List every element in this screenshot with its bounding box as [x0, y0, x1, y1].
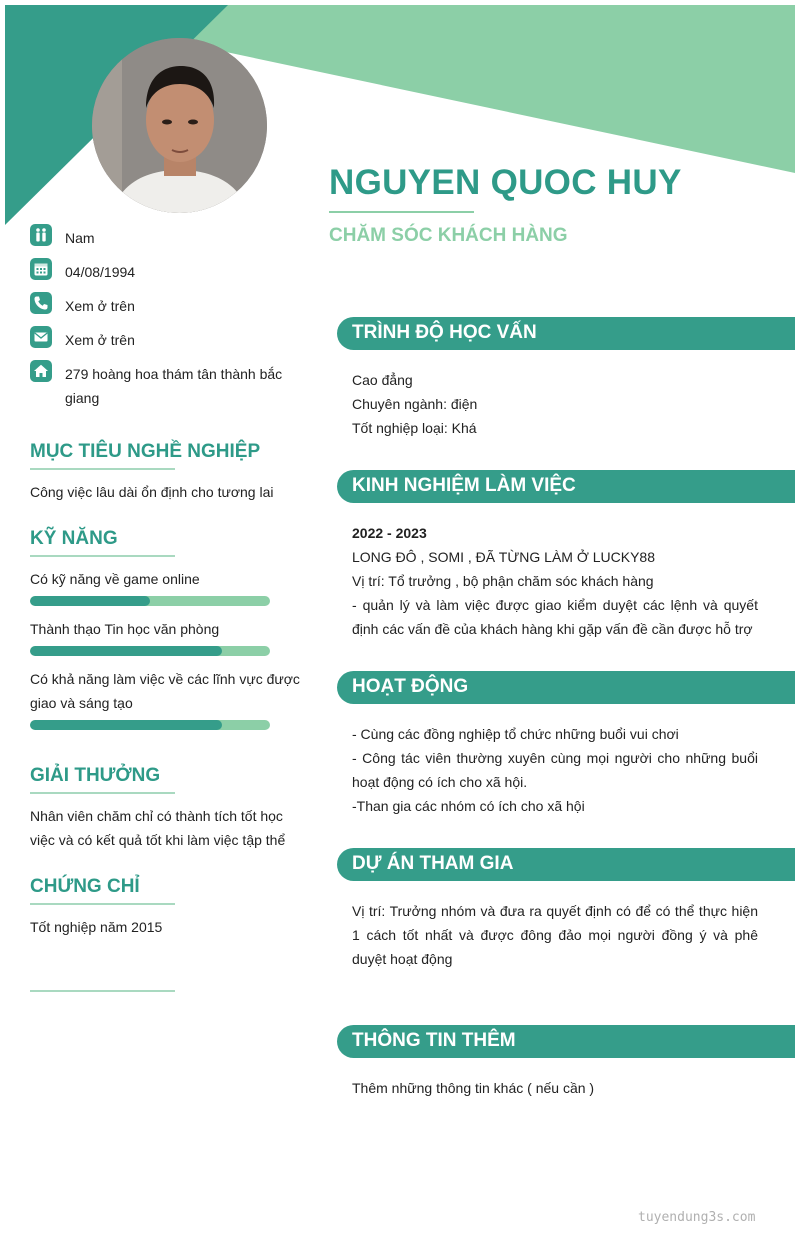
objective-underline [30, 468, 175, 470]
contact-value: 279 hoàng hoa thám tân thành bắc giang [65, 366, 283, 406]
education-header [337, 317, 795, 350]
skill-level-bar [30, 596, 270, 606]
experience-header [337, 470, 795, 503]
projects-header [337, 848, 795, 881]
education-heading: TRÌNH ĐỘ HỌC VẤN [352, 322, 537, 343]
skill-level-bar [30, 720, 270, 730]
calendar-icon [30, 258, 52, 280]
skill-label: Thành thạo Tin học văn phòng [30, 621, 220, 637]
experience-company: LONG ĐÔ , SOMI , ĐÃ TỪNG LÀM Ở LUCKY88 [352, 549, 655, 565]
contact-value: Xem ở trên [65, 298, 135, 314]
additional-header [337, 1025, 795, 1058]
candidate-position: CHĂM SÓC KHÁCH HÀNG [329, 225, 568, 246]
phone-icon [30, 292, 52, 314]
candidate-name: NGUYEN QUOC HUY [329, 163, 682, 202]
certificates-text: Tốt nghiệp năm 2015 [30, 919, 163, 935]
skill-level-fill [30, 720, 222, 730]
awards-text: Nhân viên chăm chỉ có thành tích tốt học việc và có kết quả tốt khi làm việc tập thể [30, 808, 286, 848]
skill-level-fill [30, 596, 150, 606]
projects-text: Vị trí: Trưởng nhóm và đưa ra quyết định có để có thể thực hiện 1 cách tốt nhất và được đông đảo mọi người đồng ý và phê duyệt hoạt động [352, 903, 758, 967]
skills-heading: KỸ NĂNG [30, 528, 118, 549]
watermark: tuyendung3s.com [638, 1210, 756, 1225]
education-line: Cao đẳng [352, 372, 413, 388]
gender-icon [30, 224, 52, 246]
skill-label: Có khả năng làm việc về các lĩnh vực được giao và sáng tạo [30, 671, 300, 711]
activities-heading: HOẠT ĐỘNG [352, 676, 469, 697]
skill-level-bar [30, 646, 270, 656]
experience-description: - quản lý và làm việc được giao kiểm duyệt các lệnh và quyết định các vấn đề của khách hàng khi gặp vấn đề cần được hỗ trợ [352, 597, 758, 637]
name-underline [329, 211, 474, 213]
skill-label: Có kỹ năng về game online [30, 571, 200, 587]
activity-line: - Cùng các đồng nghiệp tổ chức những buổi vui chơi [352, 726, 679, 742]
section-divider [30, 990, 175, 992]
experience-period: 2022 - 2023 [352, 525, 427, 541]
education-content [352, 368, 758, 440]
additional-text: Thêm những thông tin khác ( nếu cần ) [352, 1080, 595, 1096]
awards-heading: GIẢI THƯỞNG [30, 765, 161, 786]
objective-text: Công việc lâu dài ổn định cho tương lai [30, 484, 274, 500]
experience-content [352, 521, 758, 641]
education-line: Tốt nghiệp loại: Khá [352, 420, 477, 436]
experience-heading: KINH NGHIỆM LÀM VIỆC [352, 475, 576, 496]
contact-value: Nam [65, 230, 95, 246]
activity-line: -Than gia các nhóm có ích cho xã hội [352, 798, 585, 814]
activity-line: - Công tác viên thường xuyên cùng mọi người cho những buổi hoạt động có ích cho xã hội. [352, 750, 758, 790]
contact-value: 04/08/1994 [65, 264, 136, 280]
contact-value: Xem ở trên [65, 332, 135, 348]
email-icon [30, 326, 52, 348]
home-icon [30, 360, 52, 382]
activities-content [352, 722, 758, 818]
additional-heading: THÔNG TIN THÊM [352, 1030, 516, 1051]
projects-heading: DỰ ÁN THAM GIA [352, 853, 514, 874]
certificates-heading: CHỨNG CHỈ [30, 876, 140, 897]
experience-role: Vị trí: Tổ trưởng , bộ phận chăm sóc khách hàng [352, 573, 654, 589]
certificates-underline [30, 903, 175, 905]
education-line: Chuyên ngành: điện [352, 396, 478, 412]
skill-level-fill [30, 646, 222, 656]
awards-underline [30, 792, 175, 794]
avatar [92, 38, 267, 213]
objective-heading: MỤC TIÊU NGHỀ NGHIỆP [30, 441, 261, 462]
activities-header [337, 671, 795, 704]
skills-underline [30, 555, 175, 557]
